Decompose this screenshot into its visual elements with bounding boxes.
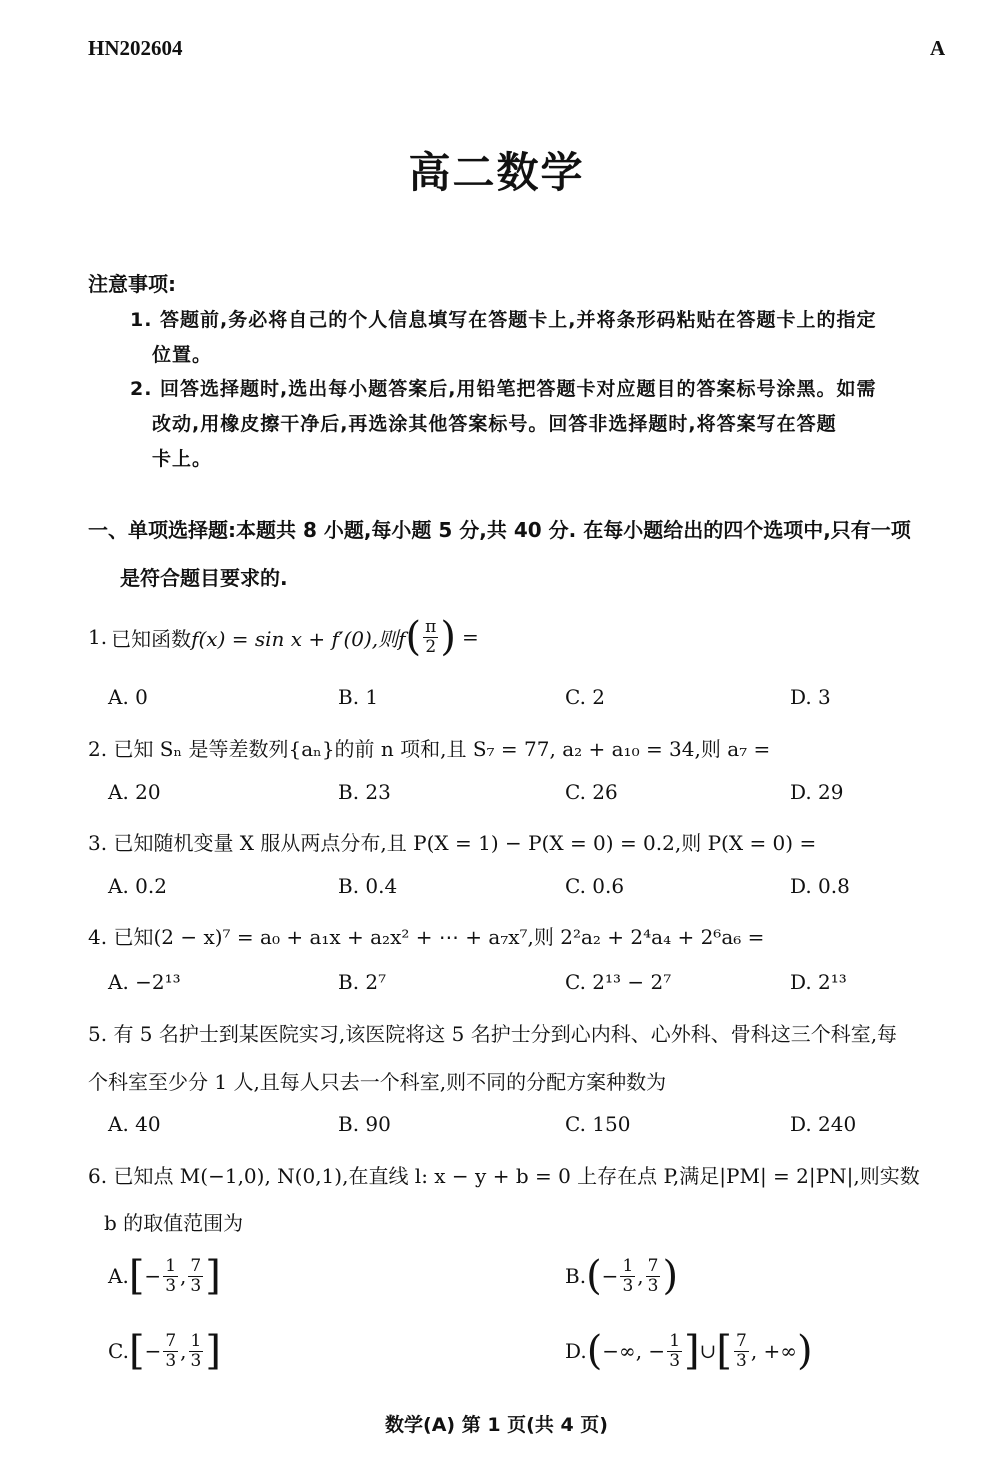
option-d-frac-2 xyxy=(734,1330,749,1371)
option-a-minus: − xyxy=(144,1264,162,1288)
question-6-line-1: 已知点 M(−1,0), N(0,1),在直线 l: x − y + b = 0 上存在点 P,满足|PM| = 2|PN|,则实数 xyxy=(113,1164,920,1188)
question-1-equals: = xyxy=(461,625,479,649)
question-1-frac-num: π xyxy=(425,616,437,637)
option-d-bracket-open-2: [ xyxy=(716,1328,732,1374)
option-c-frac-2 xyxy=(189,1330,204,1371)
question-5 xyxy=(88,1018,897,1047)
option-c-label: C. xyxy=(108,1339,129,1363)
question-3-option-c: C. 0.6 xyxy=(565,874,625,898)
question-2-number: 2. xyxy=(88,737,108,761)
question-1-option-b: B. 1 xyxy=(338,685,379,709)
question-1-expr: f(x) = sin x + f′(0),则f xyxy=(191,626,406,651)
question-6-option-a xyxy=(108,1253,221,1299)
question-3-option-a: A. 0.2 xyxy=(108,874,167,898)
question-3-stem: 已知随机变量 X 服从两点分布,且 P(X = 1) − P(X = 0) = 0.2,则 P(X = 0) = xyxy=(113,831,817,855)
question-4-stem: 已知(2 − x)⁷ = a₀ + a₁x + a₂x² + ⋯ + a₇x⁷,则 2²a₂ + 2⁴a₄ + 2⁶a₆ = xyxy=(113,925,765,949)
question-1-option-d: D. 3 xyxy=(790,685,831,709)
question-1-option-c: C. 2 xyxy=(565,685,606,709)
question-4-option-c: C. 2¹³ − 2⁷ xyxy=(565,970,672,994)
option-a-frac-2 xyxy=(188,1255,203,1296)
option-c-frac-1 xyxy=(163,1330,178,1371)
question-4-option-d: D. 2¹³ xyxy=(790,970,847,994)
question-2 xyxy=(88,733,770,762)
question-6-option-c xyxy=(108,1328,221,1374)
question-5-option-a: A. 40 xyxy=(108,1112,161,1136)
section-1-heading-cont: 是符合题目要求的. xyxy=(120,566,288,590)
option-a-frac-1 xyxy=(163,1255,178,1296)
notice-item-1-line-2: 位置。 xyxy=(152,344,213,366)
option-a-frac-2-den: 3 xyxy=(190,1275,202,1296)
option-d-frac-2-num: 7 xyxy=(736,1330,747,1351)
exam-code: HN202604 xyxy=(88,36,183,60)
option-b-label: B. xyxy=(565,1264,587,1288)
question-6-option-d xyxy=(565,1328,813,1374)
option-c-frac-2-num: 1 xyxy=(190,1330,202,1351)
option-b-frac-2-num: 7 xyxy=(647,1255,659,1276)
question-2-option-d: D. 29 xyxy=(790,780,844,804)
section-1-heading: 一、单项选择题:本题共 8 小题,每小题 5 分,共 40 分. 在每小题给出的四个选项中,只有一项 xyxy=(88,518,911,542)
notice-item-2-line-1: 2. 回答选择题时,选出每小题答案后,用铅笔把答题卡对应题目的答案标号涂黑。如需 xyxy=(130,378,877,400)
question-6-line-2: b 的取值范围为 xyxy=(104,1211,244,1235)
option-c-minus: − xyxy=(144,1339,162,1363)
question-5-number: 5. xyxy=(88,1022,108,1046)
option-a-frac-2-num: 7 xyxy=(190,1255,202,1276)
option-a-label: A. xyxy=(108,1264,129,1288)
option-b-frac-2-den: 3 xyxy=(647,1275,659,1296)
page-title: 高二数学 xyxy=(408,148,585,197)
question-2-option-a: A. 20 xyxy=(108,780,161,804)
question-4-option-a: A. −2¹³ xyxy=(108,970,181,994)
question-5-line-2: 个科室至少分 1 人,且每人只去一个科室,则不同的分配方案种数为 xyxy=(88,1070,667,1094)
notice-heading: 注意事项: xyxy=(88,272,176,296)
question-6-number: 6. xyxy=(88,1164,108,1188)
option-d-pos-inf: , +∞ xyxy=(750,1339,797,1363)
question-6-option-b xyxy=(565,1253,679,1299)
option-c-bracket-open: [ xyxy=(128,1328,145,1374)
option-d-paren-open: ( xyxy=(586,1328,603,1374)
option-d-frac-1-num: 1 xyxy=(669,1330,681,1351)
option-b-paren-close: ) xyxy=(662,1253,679,1299)
question-5-option-d: D. 240 xyxy=(790,1112,857,1136)
question-5-option-b: B. 90 xyxy=(338,1112,391,1136)
option-d-paren-close: ) xyxy=(796,1328,813,1374)
option-b-minus: − xyxy=(601,1264,619,1288)
question-1-fraction xyxy=(423,616,438,657)
option-b-comma: , xyxy=(637,1264,644,1288)
question-1-option-a: A. 0 xyxy=(108,685,148,709)
question-6 xyxy=(88,1160,920,1189)
option-d-frac-1-den: 3 xyxy=(669,1350,681,1371)
option-d-frac-2-den: 3 xyxy=(736,1350,747,1371)
option-b-paren-open: ( xyxy=(586,1253,602,1299)
option-b-frac-1-num: 1 xyxy=(622,1255,634,1276)
option-c-frac-1-num: 7 xyxy=(165,1330,177,1351)
option-a-frac-1-den: 3 xyxy=(165,1275,177,1296)
question-3-number: 3. xyxy=(88,831,108,855)
question-1-frac-den: 2 xyxy=(425,636,437,657)
question-2-option-b: B. 23 xyxy=(338,780,391,804)
question-3-option-d: D. 0.8 xyxy=(790,874,850,898)
page-footer: 数学(A) 第 1 页(共 4 页) xyxy=(385,1414,608,1436)
question-1-stem-text: 已知函数 xyxy=(111,626,192,651)
option-b-frac-1-den: 3 xyxy=(622,1275,634,1296)
option-d-union: ∪ xyxy=(699,1339,717,1363)
question-4-option-b: B. 2⁷ xyxy=(338,970,387,994)
option-a-bracket-close: ] xyxy=(205,1253,221,1299)
notice-item-1-line-1: 1. 答题前,务必将自己的个人信息填写在答题卡上,并将条形码粘贴在答题卡上的指定 xyxy=(130,309,877,331)
notice-item-2-line-2: 改动,用橡皮擦干净后,再选涂其他答案标号。回答非选择题时,将答案写在答题 xyxy=(152,413,837,435)
option-d-label: D. xyxy=(565,1339,587,1363)
question-4 xyxy=(88,921,764,950)
question-5-option-c: C. 150 xyxy=(565,1112,631,1136)
exam-version: A xyxy=(930,36,946,60)
option-b-frac-1 xyxy=(620,1255,635,1296)
question-3 xyxy=(88,827,816,856)
option-c-comma: , xyxy=(180,1339,187,1363)
option-d-bracket-close-1: ] xyxy=(684,1328,700,1374)
option-a-frac-1-num: 1 xyxy=(165,1255,177,1276)
question-2-option-c: C. 26 xyxy=(565,780,618,804)
notice-item-2-line-3: 卡上。 xyxy=(152,448,213,470)
option-a-bracket-open: [ xyxy=(128,1253,145,1299)
question-1 xyxy=(88,614,479,660)
question-2-stem: 已知 Sₙ 是等差数列{aₙ}的前 n 项和,且 S₇ = 77, a₂ + a₁₀ = 34,则 a₇ = xyxy=(113,737,771,761)
question-4-number: 4. xyxy=(88,925,108,949)
option-c-frac-1-den: 3 xyxy=(165,1350,177,1371)
question-5-line-1: 有 5 名护士到某医院实习,该医院将这 5 名护士分到心内科、心外科、骨科这三个科室,每 xyxy=(113,1022,898,1046)
option-b-frac-2 xyxy=(646,1255,661,1296)
question-1-paren-close: ) xyxy=(440,614,456,660)
question-3-option-b: B. 0.4 xyxy=(338,874,398,898)
question-1-number: 1. xyxy=(88,625,108,649)
option-c-frac-2-den: 3 xyxy=(190,1350,202,1371)
option-d-frac-1 xyxy=(667,1330,682,1371)
option-c-bracket-close: ] xyxy=(205,1328,221,1374)
question-1-paren-open: ( xyxy=(405,614,422,660)
option-a-comma: , xyxy=(180,1264,187,1288)
option-d-neg-inf: −∞, − xyxy=(602,1339,666,1363)
